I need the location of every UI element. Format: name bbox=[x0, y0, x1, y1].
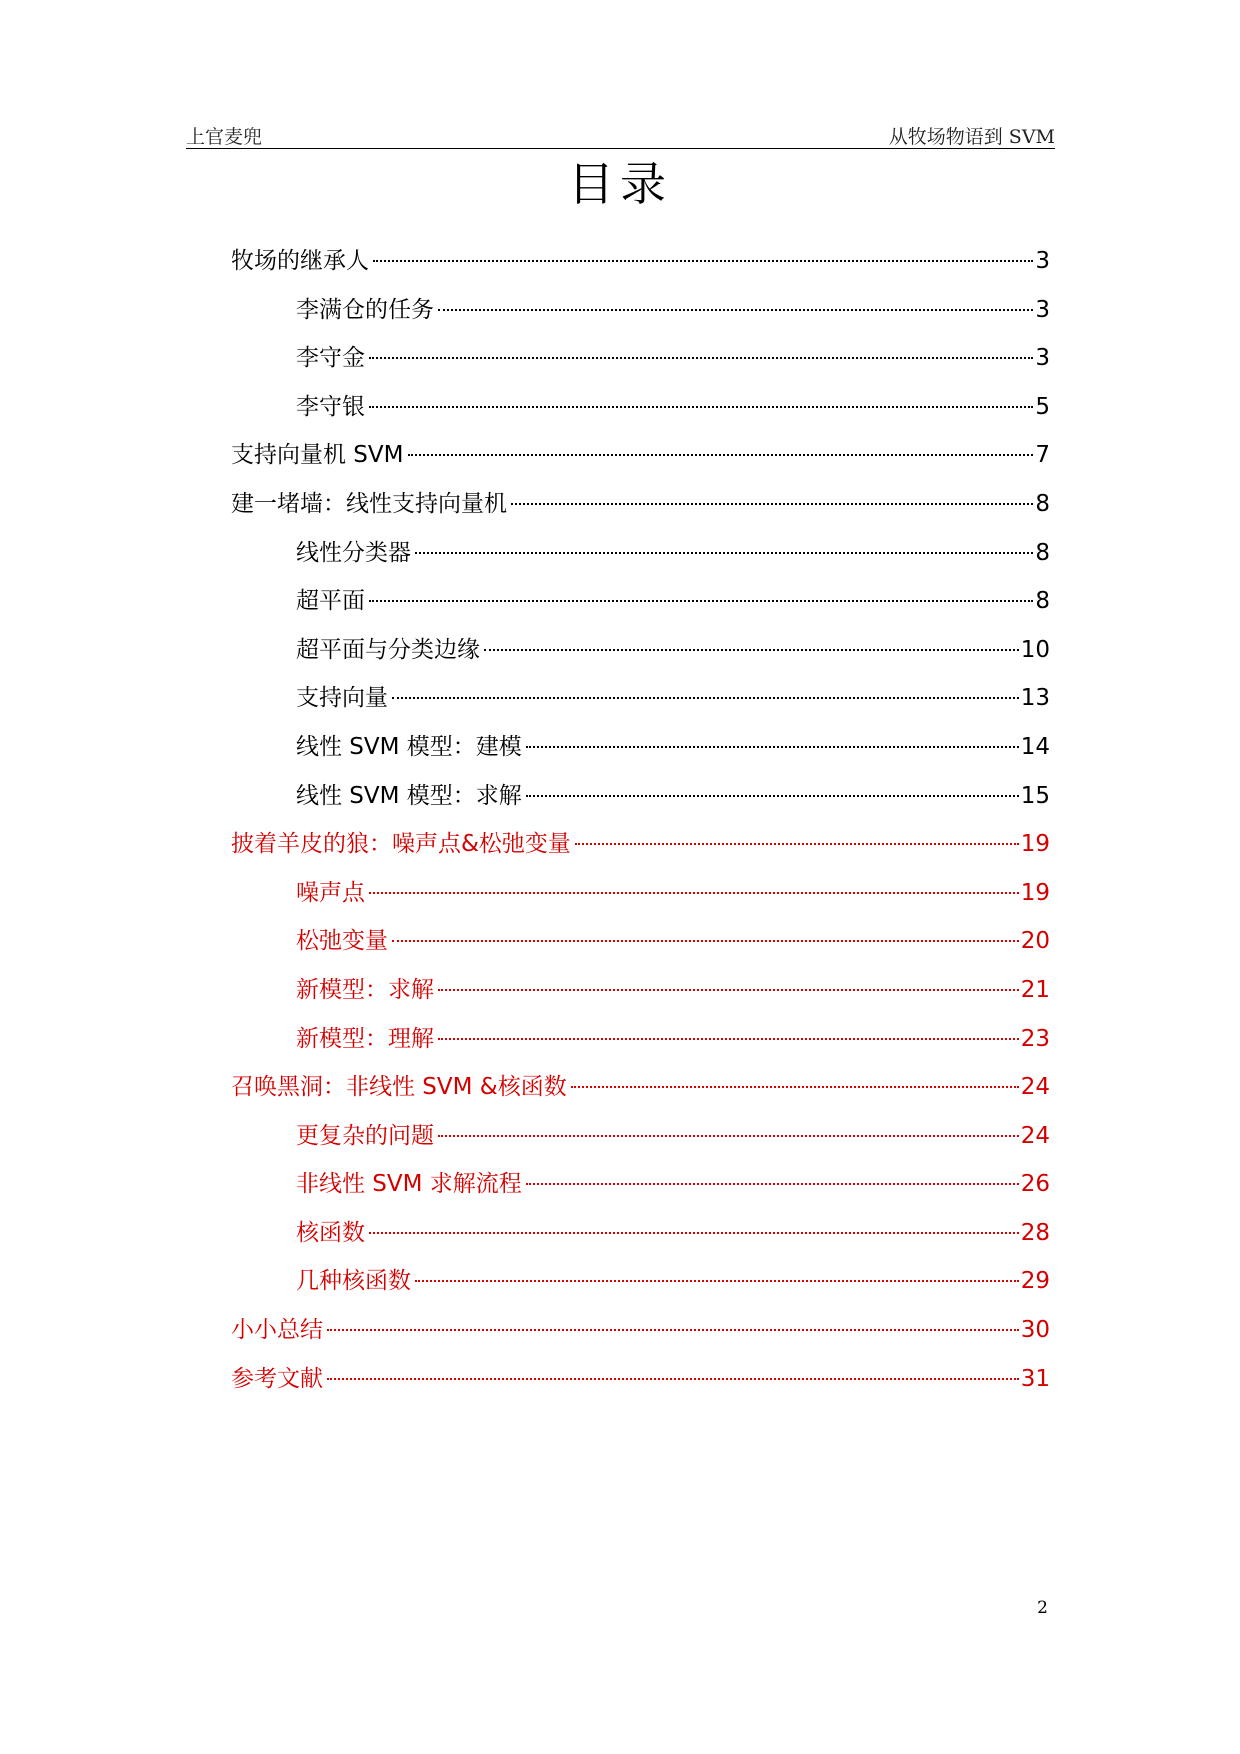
toc-dot-leader bbox=[369, 406, 1033, 408]
page-number: 2 bbox=[1037, 1598, 1048, 1618]
toc-entry-title: 支持向量机 SVM bbox=[231, 442, 404, 469]
toc-dot-leader bbox=[526, 795, 1019, 797]
toc-entry-title: 松弛变量 bbox=[296, 928, 388, 955]
toc-entry-title: 线性 SVM 模型：建模 bbox=[296, 733, 522, 760]
toc-title: 目录 bbox=[568, 157, 672, 211]
toc-entry-title: 新模型：理解 bbox=[296, 1025, 434, 1052]
toc-entry-page: 30 bbox=[1020, 1317, 1050, 1344]
toc-entry[interactable] bbox=[231, 487, 1050, 536]
toc-entry[interactable] bbox=[231, 293, 1050, 342]
toc-entry-page: 31 bbox=[1020, 1365, 1050, 1392]
toc-dot-leader bbox=[526, 1183, 1019, 1185]
toc-entry-page: 3 bbox=[1035, 248, 1050, 274]
toc-entry-page: 3 bbox=[1035, 296, 1050, 323]
toc-entry-title: 更复杂的问题 bbox=[296, 1122, 434, 1149]
toc-entry-page: 28 bbox=[1020, 1219, 1050, 1246]
toc-entry-title: 牧场的继承人 bbox=[231, 248, 369, 274]
toc-entry[interactable] bbox=[231, 827, 1050, 876]
toc-dot-leader bbox=[571, 1086, 1019, 1088]
header-doc-title: 从牧场物语到 SVM bbox=[888, 126, 1055, 148]
header-author: 上官麦兜 bbox=[186, 126, 263, 148]
toc-entry[interactable] bbox=[231, 1264, 1050, 1313]
toc-dot-leader bbox=[392, 697, 1019, 699]
toc-entry-title: 非线性 SVM 求解流程 bbox=[296, 1171, 522, 1198]
toc-entry-page: 19 bbox=[1020, 879, 1050, 906]
toc-dot-leader bbox=[575, 843, 1019, 845]
toc-entry[interactable] bbox=[231, 1313, 1050, 1362]
toc-entry-page: 8 bbox=[1035, 490, 1050, 517]
toc-entry[interactable] bbox=[231, 633, 1050, 682]
toc-entry-title: 召唤黑洞：非线性 SVM &核函数 bbox=[231, 1074, 567, 1101]
toc-entry-title: 李守银 bbox=[296, 393, 365, 420]
toc-entry[interactable] bbox=[231, 1167, 1050, 1216]
toc-entry-page: 10 bbox=[1020, 636, 1050, 663]
page-header bbox=[186, 118, 1055, 149]
toc-entry-page: 24 bbox=[1020, 1074, 1050, 1101]
toc-dot-leader bbox=[438, 309, 1033, 311]
toc-entry[interactable] bbox=[231, 584, 1050, 633]
toc-entry-title: 新模型：求解 bbox=[296, 976, 434, 1003]
toc-entry-page: 8 bbox=[1035, 539, 1050, 566]
toc-dot-leader bbox=[392, 940, 1019, 942]
toc-entry[interactable] bbox=[231, 1070, 1050, 1119]
toc-dot-leader bbox=[526, 746, 1019, 748]
toc-entry-page: 5 bbox=[1035, 393, 1050, 420]
toc-dot-leader bbox=[327, 1329, 1019, 1331]
toc-entry-title: 小小总结 bbox=[231, 1317, 323, 1344]
toc-dot-leader bbox=[369, 357, 1033, 359]
toc-dot-leader bbox=[369, 892, 1019, 894]
toc-dot-leader bbox=[369, 600, 1033, 602]
toc-entry-page: 26 bbox=[1020, 1171, 1050, 1198]
toc-dot-leader bbox=[438, 1135, 1019, 1137]
toc-entry[interactable] bbox=[231, 876, 1050, 925]
toc-entry[interactable] bbox=[231, 1119, 1050, 1168]
toc-entry-title: 几种核函数 bbox=[296, 1268, 411, 1295]
toc-entry[interactable] bbox=[231, 730, 1050, 779]
toc-dot-leader bbox=[369, 1232, 1019, 1234]
toc-entry[interactable] bbox=[231, 1362, 1050, 1411]
toc-dot-leader bbox=[484, 649, 1019, 651]
toc-entry[interactable] bbox=[231, 390, 1050, 439]
table-of-contents bbox=[231, 244, 1050, 1410]
toc-entry-page: 15 bbox=[1020, 782, 1050, 809]
toc-entry-title: 超平面与分类边缘 bbox=[296, 636, 480, 663]
toc-entry-title: 噪声点 bbox=[296, 879, 365, 906]
toc-entry-page: 3 bbox=[1035, 345, 1050, 372]
toc-entry-page: 14 bbox=[1020, 733, 1050, 760]
toc-entry-page: 23 bbox=[1020, 1025, 1050, 1052]
toc-dot-leader bbox=[408, 454, 1034, 456]
toc-dot-leader bbox=[438, 1038, 1019, 1040]
toc-dot-leader bbox=[438, 989, 1019, 991]
toc-dot-leader bbox=[327, 1378, 1019, 1380]
toc-entry-page: 7 bbox=[1035, 442, 1050, 469]
toc-dot-leader bbox=[511, 503, 1033, 505]
toc-entry-page: 13 bbox=[1020, 685, 1050, 712]
toc-entry-title: 建一堵墙：线性支持向量机 bbox=[231, 490, 507, 517]
toc-entry-title: 超平面 bbox=[296, 588, 365, 615]
toc-entry[interactable] bbox=[231, 438, 1050, 487]
toc-entry[interactable] bbox=[231, 1022, 1050, 1071]
toc-entry-title: 披着羊皮的狼：噪声点&松弛变量 bbox=[231, 831, 571, 858]
toc-entry[interactable] bbox=[231, 779, 1050, 828]
toc-entry[interactable] bbox=[231, 681, 1050, 730]
toc-entry-title: 李满仓的任务 bbox=[296, 296, 434, 323]
toc-entry-title: 支持向量 bbox=[296, 685, 388, 712]
toc-entry-page: 24 bbox=[1020, 1122, 1050, 1149]
toc-entry-title: 核函数 bbox=[296, 1219, 365, 1246]
toc-entry-title: 李守金 bbox=[296, 345, 365, 372]
toc-entry-page: 8 bbox=[1035, 588, 1050, 615]
toc-entry-page: 29 bbox=[1020, 1268, 1050, 1295]
toc-entry-page: 21 bbox=[1020, 976, 1050, 1003]
toc-entry-title: 线性分类器 bbox=[296, 539, 411, 566]
toc-entry[interactable] bbox=[231, 341, 1050, 390]
toc-dot-leader bbox=[373, 260, 1033, 262]
toc-entry-title: 线性 SVM 模型：求解 bbox=[296, 782, 522, 809]
toc-entry[interactable] bbox=[231, 536, 1050, 585]
toc-entry-page: 19 bbox=[1020, 831, 1050, 858]
toc-dot-leader bbox=[415, 1280, 1019, 1282]
toc-entry[interactable] bbox=[231, 973, 1050, 1022]
toc-entry[interactable] bbox=[231, 924, 1050, 973]
toc-entry-title: 参考文献 bbox=[231, 1365, 323, 1392]
toc-entry[interactable] bbox=[231, 1216, 1050, 1265]
toc-entry-page: 20 bbox=[1020, 928, 1050, 955]
toc-dot-leader bbox=[415, 552, 1033, 554]
toc-entry[interactable] bbox=[231, 244, 1050, 293]
